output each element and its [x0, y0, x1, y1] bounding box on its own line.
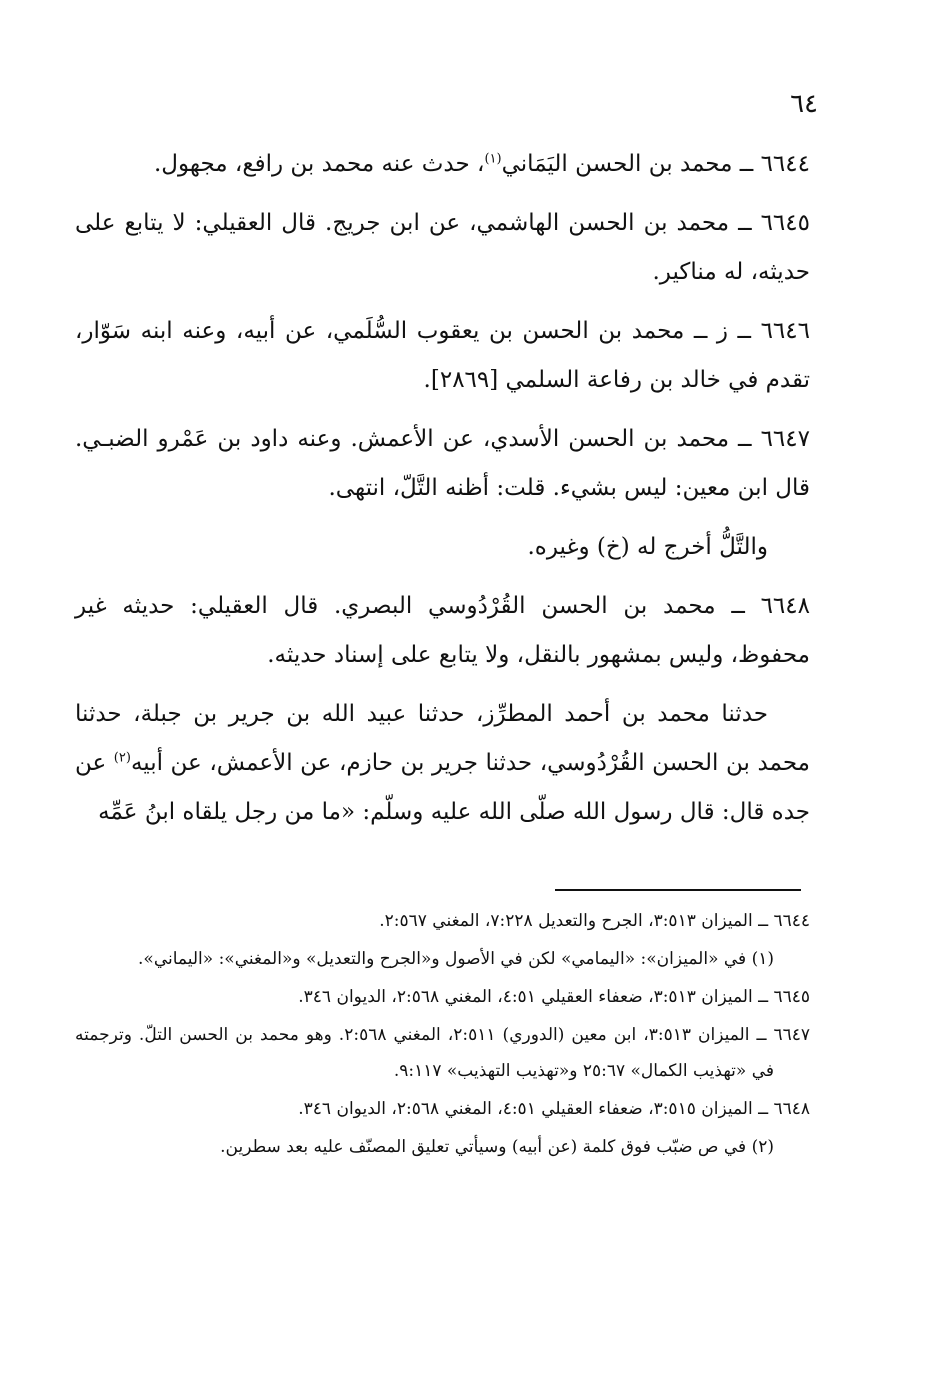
entry-text-rest: ، حدث عنه محمد بن رافع، مجهول.	[153, 151, 485, 177]
page-number: ٦٤	[790, 89, 818, 119]
entry-text: ٦٦٤٤ ــ محمد بن الحسن اليَمَاني	[501, 151, 810, 177]
entry-6646: ٦٦٤٦ ــ ز ــ محمد بن الحسن بن يعقوب السُّلَمي، عن أبيه، وعنه ابنه سَوّار، تقدم في خالد بن رفاعة السلمي [٢٨٦٩].	[75, 318, 810, 393]
entry-6647-continuation: والتَّلُّ أخرج له (خ) وغيره.	[527, 534, 768, 560]
footnote-6648: ٦٦٤٨ ــ الميزان ٣:٥١٥، ضعفاء العقيلي ٤:٥١، المغني ٢:٥٦٨، الديوان ٣٤٦.	[298, 1099, 810, 1119]
entry-6644	[75, 140, 810, 189]
footnote-2: (٢) في ص ضبّب فوق كلمة (عن أبيه) وسيأتي تعليق المصنّف عليه بعد سطرين.	[220, 1137, 774, 1157]
entry-text-rest: عن جده قال: قال رسول الله صلّى الله عليه وسلّم: «ما من رجل يلقاه ابنُ عَمِّه	[75, 750, 810, 825]
footnote-6647: ٦٦٤٧ ــ الميزان ٣:٥١٣، ابن معين (الدوري) ٢:٥١١، المغني ٢:٥٦٨. وهو محمد بن الحسن التلّ. وترجمته في «تهذيب الكمال» ٢٥:٦٧ و«تهذيب التهذيب» ٩:١١٧.	[75, 1025, 811, 1081]
entry-6648: ٦٦٤٨ ــ محمد بن الحسن القُرْدُوسي البصري. قال العقيلي: حديثه غير محفوظ، وليس بمشهور بالنقل، ولا يتابع على إسناد حديثه.	[75, 593, 810, 668]
footnotes	[75, 903, 810, 1167]
main-text	[75, 140, 810, 847]
entry-6648-hadith	[75, 690, 810, 837]
entry-text: حدثنا محمد بن أحمد المطرِّز، حدثنا عبيد الله بن جرير بن جبلة، حدثنا محمد بن الحسن القُرْدُوسي، حدثنا جرير بن حازم، عن الأعمش، عن أبيه	[75, 701, 810, 776]
footnote-ref[interactable]: (٢)	[113, 750, 131, 766]
footnote-ref[interactable]: (١)	[484, 151, 502, 167]
entry-6645: ٦٦٤٥ ــ محمد بن الحسن الهاشمي، عن ابن جريج. قال العقيلي: لا يتابع على حديثه، له مناكير.	[75, 210, 810, 285]
footnote-6645: ٦٦٤٥ ــ الميزان ٣:٥١٣، ضعفاء العقيلي ٤:٥١، المغني ٢:٥٦٨، الديوان ٣٤٦.	[298, 987, 810, 1007]
footnote-divider	[555, 889, 801, 891]
footnote-1: (١) في «الميزان»: «اليمامي» لكن في الأصول و«الجرح والتعديل» و«المغني»: «اليماني».	[138, 949, 774, 969]
footnote-6644: ٦٦٤٤ ــ الميزان ٣:٥١٣، الجرح والتعديل ٧:٢٢٨، المغني ٢:٥٦٧.	[379, 911, 810, 931]
entry-6647: ٦٦٤٧ ــ محمد بن الحسن الأسدي، عن الأعمش. وعنه داود بن عَمْرو الضبـي. قال ابن معين: ليس بشيء. قلت: أظنه التَّلّ، انتهى.	[75, 426, 810, 501]
